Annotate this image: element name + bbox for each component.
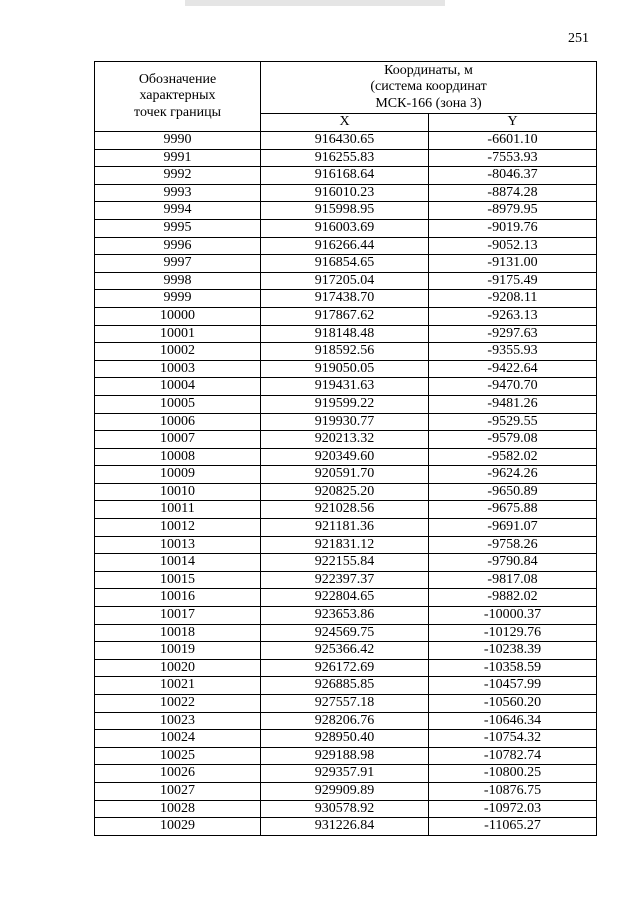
x-coordinate-cell: 918148.48 <box>261 325 429 343</box>
table-row <box>95 730 597 748</box>
point-id-cell: 10003 <box>95 360 261 378</box>
table-row <box>95 800 597 818</box>
point-id-cell: 10006 <box>95 413 261 431</box>
x-coordinate-cell: 926172.69 <box>261 659 429 677</box>
table-row <box>95 589 597 607</box>
point-id-cell: 10019 <box>95 642 261 660</box>
point-id-cell: 10004 <box>95 378 261 396</box>
y-coordinate-cell: -9470.70 <box>429 378 597 396</box>
y-coordinate-cell: -10238.39 <box>429 642 597 660</box>
x-coordinate-cell: 922804.65 <box>261 589 429 607</box>
point-id-cell: 10007 <box>95 431 261 449</box>
table-row <box>95 554 597 572</box>
y-coordinate-cell: -6601.10 <box>429 132 597 150</box>
point-id-cell: 9997 <box>95 255 261 273</box>
table-row <box>95 659 597 677</box>
y-coordinate-cell: -9675.88 <box>429 501 597 519</box>
table-row <box>95 149 597 167</box>
point-id-cell: 10009 <box>95 466 261 484</box>
x-coordinate-cell: 917438.70 <box>261 290 429 308</box>
x-coordinate-cell: 930578.92 <box>261 800 429 818</box>
point-id-cell: 9990 <box>95 132 261 150</box>
x-coordinate-cell: 931226.84 <box>261 818 429 836</box>
point-id-cell: 10023 <box>95 712 261 730</box>
y-coordinate-cell: -10782.74 <box>429 747 597 765</box>
x-coordinate-cell: 918592.56 <box>261 343 429 361</box>
x-coordinate-cell: 919050.05 <box>261 360 429 378</box>
y-coordinate-cell: -9355.93 <box>429 343 597 361</box>
point-id-cell: 10005 <box>95 395 261 413</box>
point-id-cell: 10012 <box>95 519 261 537</box>
point-id-cell: 10022 <box>95 695 261 713</box>
point-id-cell: 10024 <box>95 730 261 748</box>
table-row <box>95 237 597 255</box>
y-coordinate-cell: -10754.32 <box>429 730 597 748</box>
y-coordinate-cell: -9758.26 <box>429 536 597 554</box>
table-row <box>95 642 597 660</box>
point-id-cell: 9991 <box>95 149 261 167</box>
table-row <box>95 167 597 185</box>
y-coordinate-cell: -8979.95 <box>429 202 597 220</box>
table-row <box>95 413 597 431</box>
point-id-cell: 10017 <box>95 607 261 625</box>
y-coordinate-cell: -8046.37 <box>429 167 597 185</box>
x-coordinate-cell: 921831.12 <box>261 536 429 554</box>
y-coordinate-cell: -9529.55 <box>429 413 597 431</box>
x-coordinate-cell: 925366.42 <box>261 642 429 660</box>
table-row <box>95 132 597 150</box>
point-id-cell: 10016 <box>95 589 261 607</box>
y-coordinate-cell: -9297.63 <box>429 325 597 343</box>
y-coordinate-cell: -9582.02 <box>429 448 597 466</box>
table-row <box>95 818 597 836</box>
table-row <box>95 765 597 783</box>
y-coordinate-cell: -9579.08 <box>429 431 597 449</box>
x-coordinate-cell: 924569.75 <box>261 624 429 642</box>
table-body <box>95 132 597 836</box>
y-coordinate-cell: -9422.64 <box>429 360 597 378</box>
point-id-cell: 9996 <box>95 237 261 255</box>
x-coordinate-cell: 922155.84 <box>261 554 429 572</box>
x-coordinate-cell: 916003.69 <box>261 219 429 237</box>
x-coordinate-cell: 920825.20 <box>261 483 429 501</box>
point-id-cell: 10018 <box>95 624 261 642</box>
point-id-cell: 10002 <box>95 343 261 361</box>
y-coordinate-cell: -10358.59 <box>429 659 597 677</box>
table-row <box>95 607 597 625</box>
point-id-cell: 10027 <box>95 782 261 800</box>
x-coordinate-cell: 929909.89 <box>261 782 429 800</box>
table-row <box>95 695 597 713</box>
x-coordinate-cell: 915998.95 <box>261 202 429 220</box>
table-row <box>95 519 597 537</box>
table-row <box>95 343 597 361</box>
y-coordinate-cell: -10129.76 <box>429 624 597 642</box>
x-coordinate-cell: 916010.23 <box>261 184 429 202</box>
table-row <box>95 272 597 290</box>
table-row <box>95 395 597 413</box>
point-id-cell: 9998 <box>95 272 261 290</box>
x-coordinate-cell: 927557.18 <box>261 695 429 713</box>
table-row <box>95 307 597 325</box>
header-boundary-points: Обозначение характерных точек границы <box>95 62 261 132</box>
coordinates-table <box>94 61 597 836</box>
point-id-cell: 10028 <box>95 800 261 818</box>
scan-artifact <box>185 0 445 6</box>
x-coordinate-cell: 916854.65 <box>261 255 429 273</box>
y-coordinate-cell: -9131.00 <box>429 255 597 273</box>
point-id-cell: 10000 <box>95 307 261 325</box>
point-id-cell: 9995 <box>95 219 261 237</box>
y-coordinate-cell: -10560.20 <box>429 695 597 713</box>
y-coordinate-cell: -9882.02 <box>429 589 597 607</box>
x-coordinate-cell: 921181.36 <box>261 519 429 537</box>
point-id-cell: 10013 <box>95 536 261 554</box>
point-id-cell: 10014 <box>95 554 261 572</box>
y-coordinate-cell: -9208.11 <box>429 290 597 308</box>
point-id-cell: 10029 <box>95 818 261 836</box>
x-coordinate-cell: 919431.63 <box>261 378 429 396</box>
y-coordinate-cell: -10457.99 <box>429 677 597 695</box>
x-coordinate-cell: 920213.32 <box>261 431 429 449</box>
x-coordinate-cell: 919930.77 <box>261 413 429 431</box>
y-coordinate-cell: -10972.03 <box>429 800 597 818</box>
x-coordinate-cell: 923653.86 <box>261 607 429 625</box>
x-coordinate-cell: 916168.64 <box>261 167 429 185</box>
table-row <box>95 325 597 343</box>
y-coordinate-cell: -7553.93 <box>429 149 597 167</box>
y-coordinate-cell: -10800.25 <box>429 765 597 783</box>
y-coordinate-cell: -9052.13 <box>429 237 597 255</box>
point-id-cell: 10001 <box>95 325 261 343</box>
x-coordinate-cell: 916430.65 <box>261 132 429 150</box>
y-coordinate-cell: -10876.75 <box>429 782 597 800</box>
table-row <box>95 202 597 220</box>
table-row <box>95 571 597 589</box>
table-row <box>95 624 597 642</box>
table-row <box>95 483 597 501</box>
x-coordinate-cell: 926885.85 <box>261 677 429 695</box>
point-id-cell: 10010 <box>95 483 261 501</box>
x-coordinate-cell: 916266.44 <box>261 237 429 255</box>
x-coordinate-cell: 929188.98 <box>261 747 429 765</box>
point-id-cell: 9992 <box>95 167 261 185</box>
header-coordinates: Координаты, м (система координат МСК-166 (зона 3) <box>261 62 597 114</box>
point-id-cell: 10021 <box>95 677 261 695</box>
y-coordinate-cell: -10000.37 <box>429 607 597 625</box>
y-coordinate-cell: -10646.34 <box>429 712 597 730</box>
x-coordinate-cell: 928950.40 <box>261 730 429 748</box>
table-row <box>95 501 597 519</box>
table-row <box>95 747 597 765</box>
point-id-cell: 9993 <box>95 184 261 202</box>
table-row <box>95 782 597 800</box>
table-row <box>95 677 597 695</box>
y-coordinate-cell: -9650.89 <box>429 483 597 501</box>
x-coordinate-cell: 920591.70 <box>261 466 429 484</box>
point-id-cell: 10020 <box>95 659 261 677</box>
table-row <box>95 184 597 202</box>
table-row <box>95 360 597 378</box>
y-coordinate-cell: -9019.76 <box>429 219 597 237</box>
y-coordinate-cell: -9175.49 <box>429 272 597 290</box>
table-row <box>95 290 597 308</box>
header-y: Y <box>429 114 597 132</box>
table-row <box>95 712 597 730</box>
point-id-cell: 10011 <box>95 501 261 519</box>
y-coordinate-cell: -9624.26 <box>429 466 597 484</box>
table-row <box>95 378 597 396</box>
point-id-cell: 9994 <box>95 202 261 220</box>
y-coordinate-cell: -9691.07 <box>429 519 597 537</box>
table-row <box>95 255 597 273</box>
table-row <box>95 536 597 554</box>
page-number: 251 <box>568 31 589 46</box>
point-id-cell: 10008 <box>95 448 261 466</box>
x-coordinate-cell: 917205.04 <box>261 272 429 290</box>
x-coordinate-cell: 916255.83 <box>261 149 429 167</box>
point-id-cell: 9999 <box>95 290 261 308</box>
x-coordinate-cell: 928206.76 <box>261 712 429 730</box>
header-x: X <box>261 114 429 132</box>
x-coordinate-cell: 920349.60 <box>261 448 429 466</box>
table-row <box>95 466 597 484</box>
y-coordinate-cell: -11065.27 <box>429 818 597 836</box>
y-coordinate-cell: -9790.84 <box>429 554 597 572</box>
table-row <box>95 448 597 466</box>
y-coordinate-cell: -9817.08 <box>429 571 597 589</box>
y-coordinate-cell: -9481.26 <box>429 395 597 413</box>
table-row <box>95 219 597 237</box>
x-coordinate-cell: 917867.62 <box>261 307 429 325</box>
x-coordinate-cell: 922397.37 <box>261 571 429 589</box>
y-coordinate-cell: -8874.28 <box>429 184 597 202</box>
point-id-cell: 10015 <box>95 571 261 589</box>
x-coordinate-cell: 919599.22 <box>261 395 429 413</box>
y-coordinate-cell: -9263.13 <box>429 307 597 325</box>
x-coordinate-cell: 929357.91 <box>261 765 429 783</box>
point-id-cell: 10026 <box>95 765 261 783</box>
table-row <box>95 431 597 449</box>
x-coordinate-cell: 921028.56 <box>261 501 429 519</box>
point-id-cell: 10025 <box>95 747 261 765</box>
